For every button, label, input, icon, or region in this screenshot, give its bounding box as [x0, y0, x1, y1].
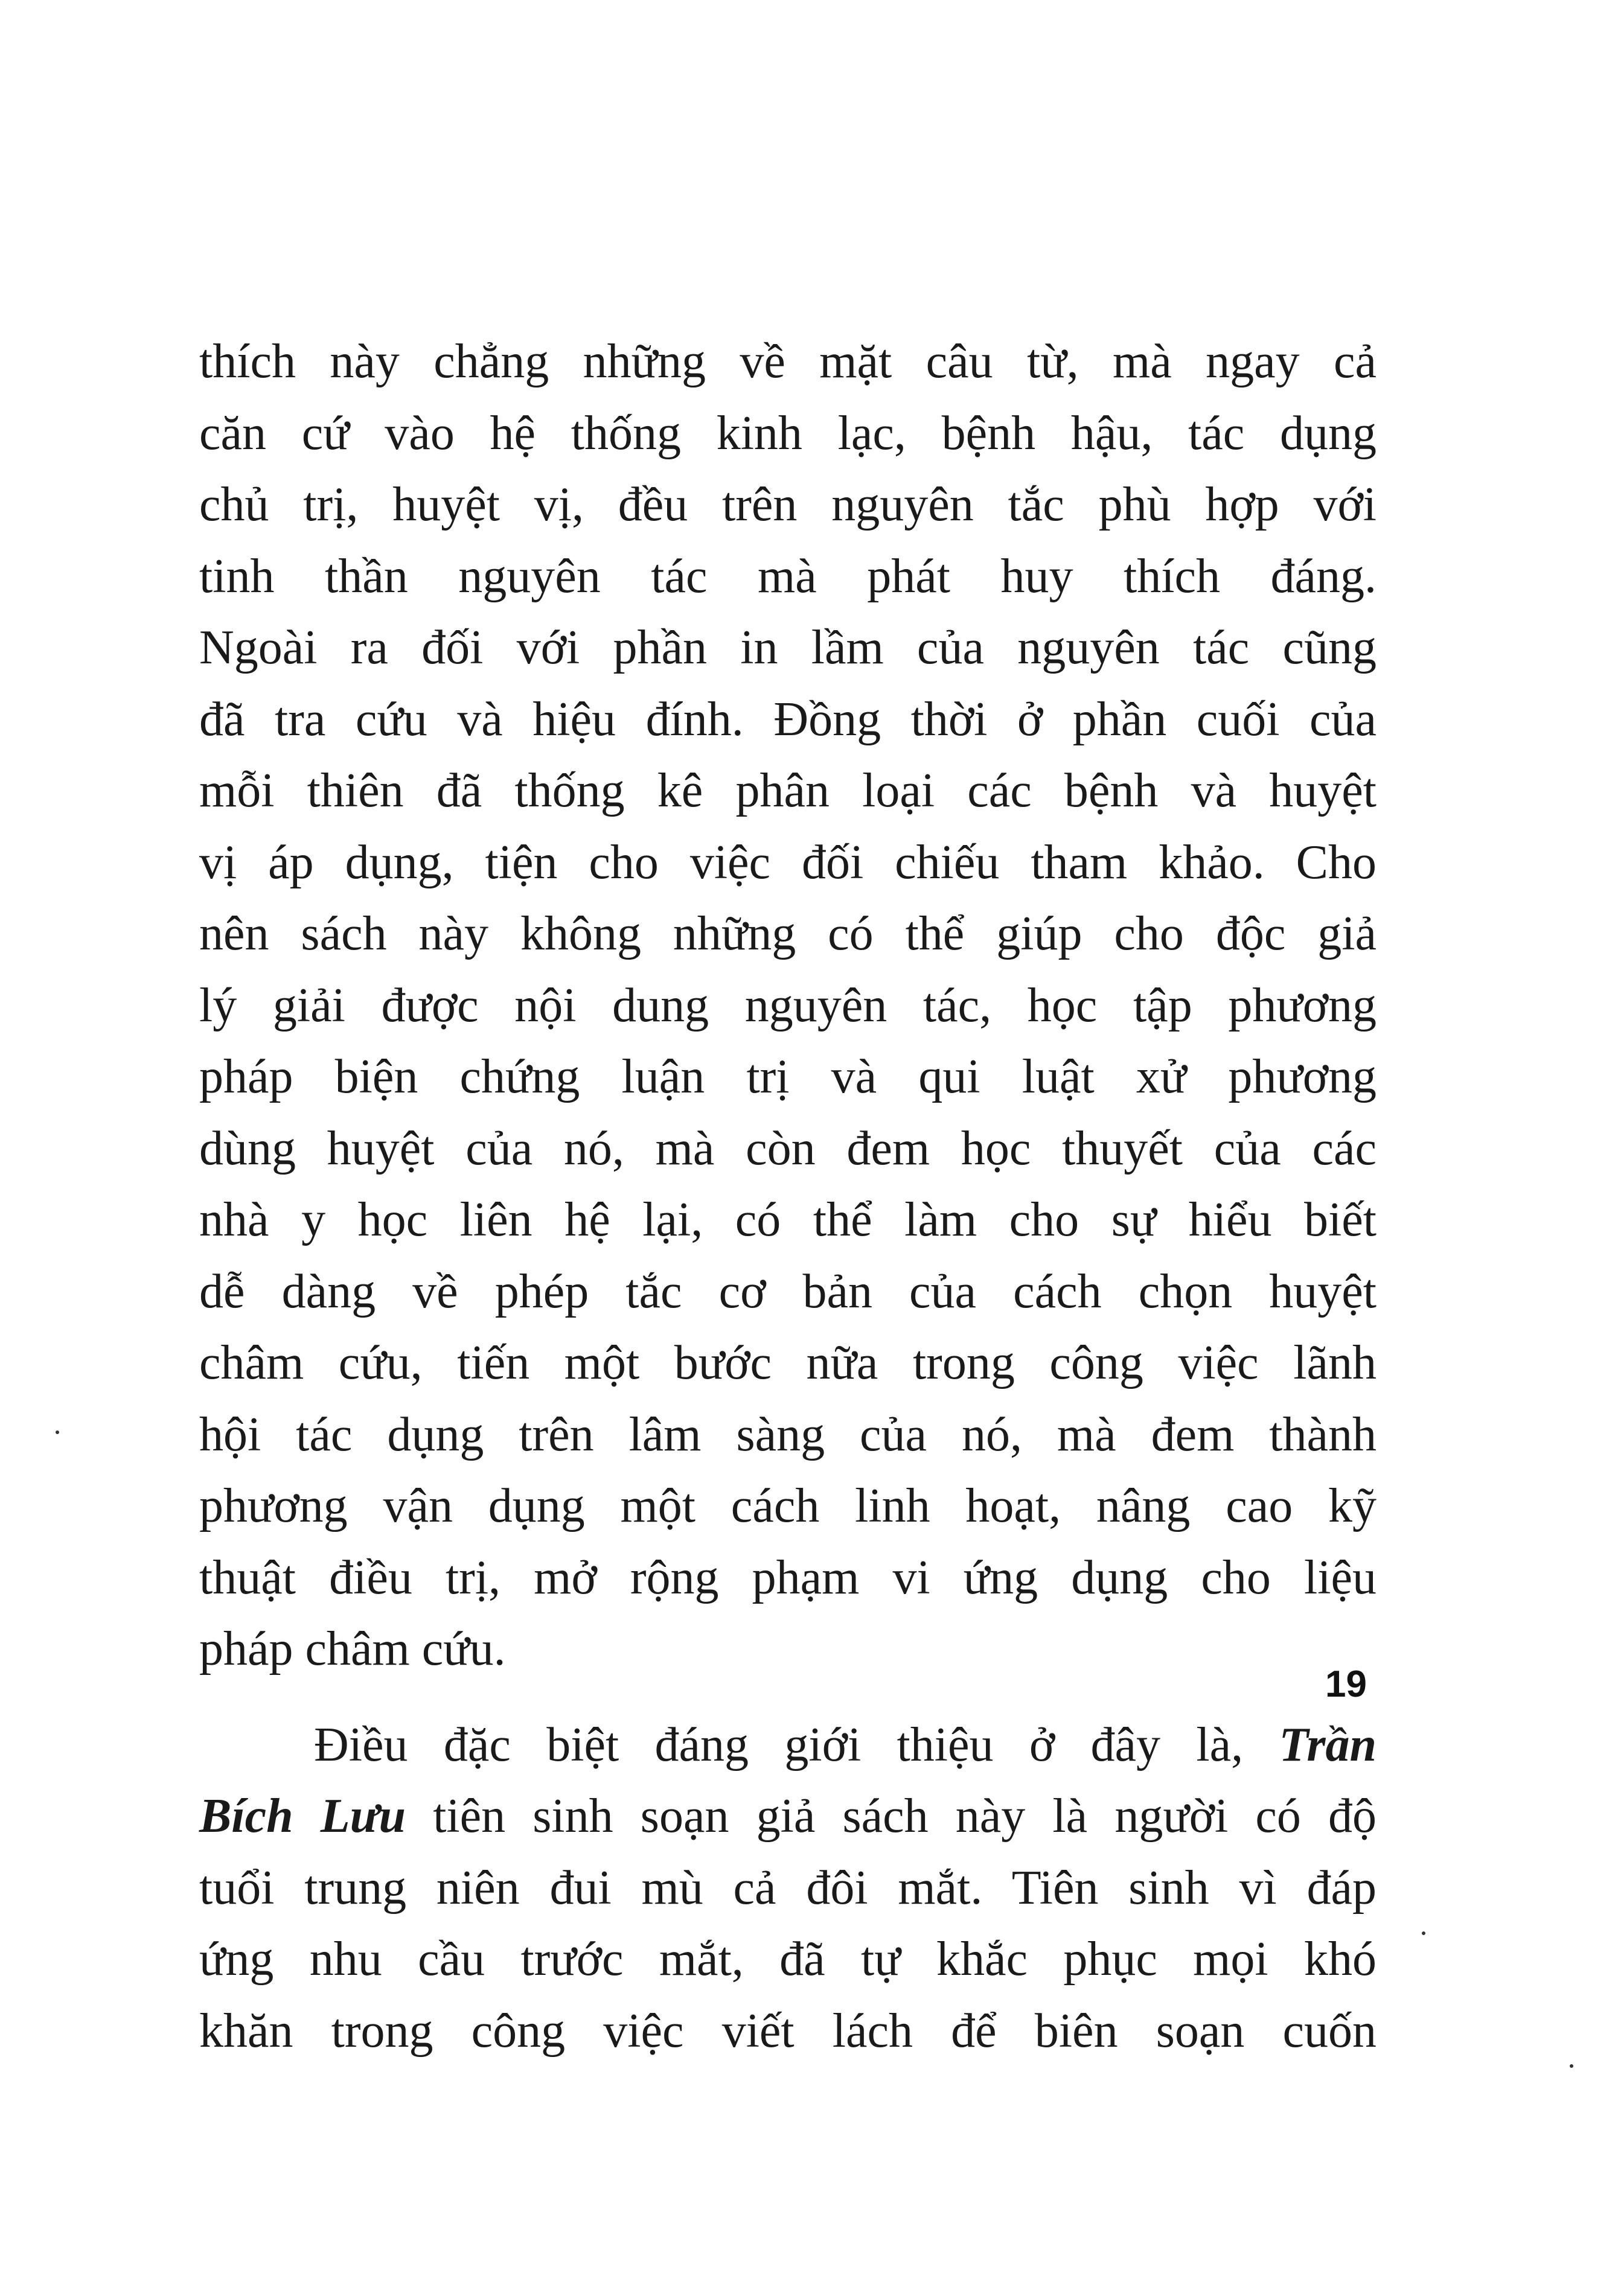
text-line: khăn trong công việc viết lách để biên soạn cuốn	[199, 2004, 1377, 2058]
text-line	[199, 1781, 1377, 1852]
paragraph-gap	[199, 1685, 1377, 1709]
text-line: nên sách này không những có thể giúp cho độc giả	[199, 907, 1377, 960]
text-line: châm cứu, tiến một bước nữa trong công việc lãnh	[199, 1336, 1377, 1389]
text-line: pháp châm cứu.	[199, 1622, 506, 1676]
text-line: tuổi trung niên đui mù cả đôi mắt. Tiên sinh vì đáp	[199, 1861, 1377, 1915]
author-name-part: Trần	[1279, 1718, 1377, 1771]
text-line: đã tra cứu và hiệu đính. Đồng thời ở phần cuối của	[199, 692, 1377, 746]
text-line: Ngoài ra đối với phần in lầm của nguyên tác cũng	[199, 621, 1377, 674]
scan-speck	[1570, 2064, 1573, 2068]
text-run: tiên sinh soạn giả sách này là người có độ	[433, 1790, 1377, 1843]
text-line: thích này chẳng những về mặt câu từ, mà ngay cả	[199, 335, 1377, 388]
paragraph-1	[199, 326, 1377, 1685]
page-number: 19	[1325, 1663, 1367, 1705]
text-line: mỗi thiên đã thống kê phân loại các bệnh và huyệt	[199, 764, 1377, 817]
text-line: ứng nhu cầu trước mắt, đã tự khắc phục mọi khó	[199, 1933, 1377, 1986]
text-line: pháp biện chứng luận trị và qui luật xử phương	[199, 1050, 1377, 1103]
text-line: lý giải được nội dung nguyên tác, học tập phương	[199, 978, 1377, 1032]
text-line: chủ trị, huyệt vị, đều trên nguyên tắc phù hợp với	[199, 478, 1377, 531]
text-line: nhà y học liên hệ lại, có thể làm cho sự hiểu biết	[199, 1193, 1377, 1246]
text-line	[199, 1709, 1377, 1781]
text-line: dùng huyệt của nó, mà còn đem học thuyết của các	[199, 1121, 1377, 1175]
text-line: thuật điều trị, mở rộng phạm vi ứng dụng cho liệu	[199, 1551, 1377, 1604]
body-text	[199, 326, 1377, 2067]
scan-speck	[1422, 1931, 1425, 1935]
text-line: dễ dàng về phép tắc cơ bản của cách chọn huyệt	[199, 1264, 1377, 1318]
text-line: hội tác dụng trên lâm sàng của nó, mà đem thành	[199, 1408, 1377, 1461]
text-line: phương vận dụng một cách linh hoạt, nâng cao kỹ	[199, 1479, 1377, 1532]
paragraph-2	[199, 1709, 1377, 2067]
text-line: căn cứ vào hệ thống kinh lạc, bệnh hậu, tác dụng	[199, 406, 1377, 460]
scan-speck	[56, 1430, 59, 1434]
text-run: Điều đặc biệt đáng giới thiệu ở đây là,	[314, 1718, 1244, 1771]
author-name-part: Bích Lưu	[199, 1790, 406, 1843]
text-line: vị áp dụng, tiện cho việc đối chiếu tham khảo. Cho	[199, 835, 1377, 889]
text-line: tinh thần nguyên tác mà phát huy thích đáng.	[199, 549, 1377, 603]
